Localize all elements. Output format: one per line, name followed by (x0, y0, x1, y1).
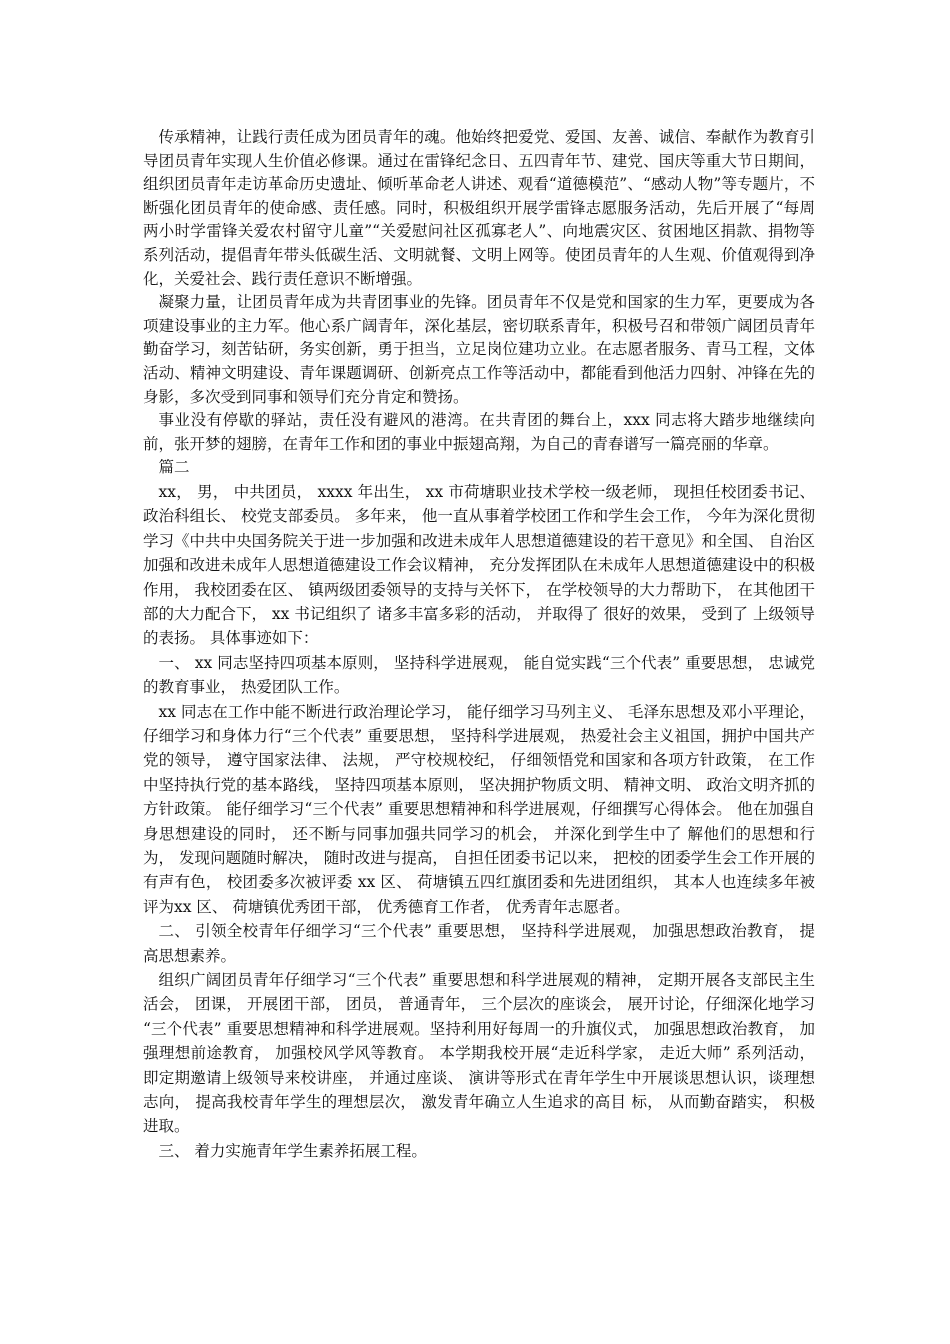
paragraph-profile: xx， 男， 中共团员， xxxx 年出生， xx 市荷塘职业技术学校一级老师， 现担任校团委书记、 政治科组长、 校党支部委员。 多年来， 他一直从事着学校团工作和学生会工作， 今年为深化贯彻学习《中共中央国务院关于进一步加强和改进未成年人思想道德建设的若干意见》和全国、 自治区加强和改进未成年人思想道德建设工作会议精神， 充分发挥团队在未成年人思想道德建设中的积极作用， 我校团委在区、 镇两级团委领导的支持与关怀下， 在学校领导的大力帮助下， 在其他团干部的大力配合下， xx 书记组织了 诸多丰富多彩的活动， 并取得了 很好的效果， 受到了 上级领导的表扬。 具体事迹如下： (143, 482, 815, 648)
paragraph-point-two-heading: 二、 引领全校青年仔细学习“三个代表” 重要思想， 坚持科学进展观， 加强思想政治教育， 提高思想素养。 (143, 922, 815, 965)
paragraph-point-three-heading: 三、 着力实施青年学生素养拓展工程。 (158, 1141, 427, 1160)
paragraph-conclusion: 事业没有停歇的驿站，责任没有避风的港湾。在共青团的舞台上，xxx 同志将大踏步地继续向前，张开梦的翅膀，在青年工作和团的事业中振翅高翔，为自己的青春谱写一篇亮丽的华章。 (143, 411, 815, 453)
paragraph-vanguard: 凝聚力量，让团员青年成为共青团事业的先锋。团员青年不仅是党和国家的生力军，更要成为各项建设事业的主力军。他心系广阔青年，深化基层，密切联系青年，积极号召和带领广阔团员青年勤奋学习，刻苦钻研，务实创新，勇于担当，立足岗位建功立业。在志愿者服务、青马工程，文体活动、精神文明建设、青年课题调研、创新亮点工作等活动中，都能看到他活力四射、冲锋在先的身影，多次受到同事和领导们充分肯定和赞扬。 (143, 293, 815, 406)
section-heading-part-two: 篇二 (158, 458, 190, 477)
paragraph-responsibility: 传承精神，让践行责任成为团员青年的魂。他始终把爱党、爱国、友善、诚信、奉献作为教育引导团员青年实现人生价值必修课。通过在雷锋纪念日、五四青年节、建党、国庆等重大节日期间，组织团员青年走访革命历史遗址、倾听革命老人讲述、观看“道德模范”、“感动人物”等专题片，不断强化团员青年的使命感、责任感。同时，积极组织开展学雷锋志愿服务活动，先后开展了“每周两小时学雷锋关爱农村留守儿童”“关爱慰问社区孤寡老人”、向地震灾区、贫困地区捐款、捐物等系列活动，提倡青年带头低碳生活、文明就餐、文明上网等。使团员青年的人生观、价值观得到净化，关爱社会、践行责任意识不断增强。 (143, 128, 815, 288)
paragraph-point-one-heading: 一、 xx 同志坚持四项基本原则， 坚持科学进展观， 能自觉实践“三个代表” 重要思想， 忠诚党的教育事业， 热爱团队工作。 (143, 653, 815, 697)
document-page (143, 126, 815, 1163)
paragraph-point-two-body: 组织广阔团员青年仔细学习“三个代表” 重要思想和科学进展观的精神， 定期开展各支部民主生活会， 团课， 开展团干部， 团员， 普通青年， 三个层次的座谈会， 展开讨论，仔细深化地学习 “三个代表” 重要思想精神和科学进展观。坚持利用好每周一的升旗仪式， 加强思想政治教育， 加强理想前途教育， 加强校风学风等教育。 本学期我校开展“走近科学家， 走近大师” 系列活动， 即定期邀请上级领导来校讲座， 并通过座谈、 演讲等形式在青年学生中开展谈思想认识，谈理想志向， 提高我校青年学生的理想层次， 激发青年确立人生追求的高目 标， 从而勤奋踏实， 积极进取。 (143, 971, 815, 1136)
paragraph-point-one-body: xx 同志在工作中能不断进行政治理论学习， 能仔细学习马列主义、 毛泽东思想及邓小平理论， 仔细学习和身体力行“三个代表” 重要思想， 坚持科学进展观， 热爱社会主义祖国，拥护中国共产党的领导， 遵守国家法律、 法规， 严守校规校纪， 仔细领悟党和国家和各项方针政策， 在工作中坚持执行党的基本路线， 坚持四项基本原则， 坚决拥护物质文明、 精神文明、 政治文明齐抓的方针政策。 能仔细学习“三个代表” 重要思想精神和科学进展观，仔细撰写心得体会。 他在加强自身思想建设的同时， 还不断与同事加强共同学习的机会， 并深化到学生中了 解他们的思想和行为， 发现问题随时解决， 随时改进与提高， 自担任团委书记以来， 把校的团委学生会工作开展的有声有色， 校团委多次被评委 xx 区、 荷塘镇五四红旗团委和先进团组织， 其本人也连续多年被评为xx 区、 荷塘镇优秀团干部， 优秀德育工作者， 优秀青年志愿者。 (143, 702, 815, 916)
